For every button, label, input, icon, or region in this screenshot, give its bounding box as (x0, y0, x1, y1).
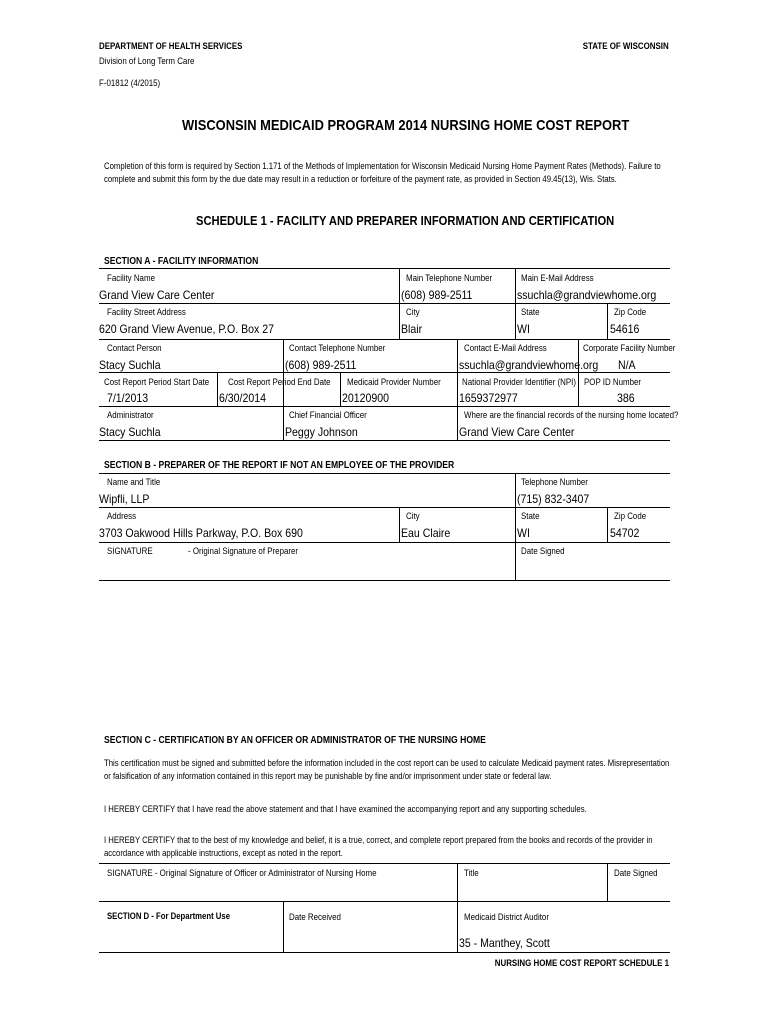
officer-signature-field[interactable] (104, 882, 452, 899)
main-email-value[interactable]: ssuchla@grandviewhome.org (517, 288, 657, 302)
zip-value[interactable]: 54616 (610, 322, 640, 336)
administrator-value[interactable]: Stacy Suchla (99, 425, 161, 439)
footer-label: NURSING HOME COST REPORT SCHEDULE 1 (494, 958, 669, 968)
contact-person-value[interactable]: Stacy Suchla (99, 358, 161, 372)
zip-label: Zip Code (614, 307, 647, 317)
officer-title-label: Title (464, 868, 479, 878)
preparer-zip-value[interactable]: 54702 (610, 526, 640, 540)
preparer-address-label: Address (107, 511, 137, 521)
preparer-signature-field[interactable] (160, 560, 510, 578)
pop-id-label: POP ID Number (584, 377, 642, 387)
main-email-label: Main E-Mail Address (521, 273, 594, 283)
preparer-state-label: State (521, 511, 540, 521)
street-value[interactable]: 620 Grand View Avenue, P.O. Box 27 (99, 322, 274, 336)
period-end-label: Cost Report Period End Date (228, 377, 331, 387)
date-received-label: Date Received (289, 912, 341, 922)
contact-person-label: Contact Person (107, 343, 162, 353)
state-name: STATE OF WISCONSIN (583, 41, 669, 51)
preparer-signature-note: - Original Signature of Preparer (188, 546, 299, 556)
page-title: WISCONSIN MEDICAID PROGRAM 2014 NURSING HOME COST REPORT (182, 117, 630, 134)
preparer-name-value[interactable]: Wipfli, LLP (99, 492, 150, 506)
section-a-heading: SECTION A - FACILITY INFORMATION (104, 256, 259, 267)
preparer-signature-label: SIGNATURE (107, 546, 153, 556)
contact-phone-value[interactable]: (608) 989-2511 (285, 358, 357, 372)
facility-name-value[interactable]: Grand View Care Center (99, 288, 215, 302)
contact-phone-label: Contact Telephone Number (289, 343, 386, 353)
corp-facility-value[interactable]: N/A (618, 358, 636, 372)
officer-date-signed-label: Date Signed (614, 868, 658, 878)
main-phone-label: Main Telephone Number (406, 273, 493, 283)
section-d-heading: SECTION D - For Department Use (107, 911, 231, 921)
cfo-value[interactable]: Peggy Johnson (285, 425, 358, 439)
preparer-zip-label: Zip Code (614, 511, 647, 521)
medicaid-provider-value[interactable]: 20120900 (342, 391, 389, 405)
npi-label: National Provider Identifier (NPI) (462, 377, 577, 387)
district-auditor-label: Medicaid District Auditor (464, 912, 549, 922)
period-start-value[interactable]: 7/1/2013 (107, 391, 149, 405)
medicaid-provider-label: Medicaid Provider Number (347, 377, 441, 387)
form-number: F-01812 (4/2015) (99, 78, 161, 88)
state-value[interactable]: WI (517, 322, 530, 336)
corp-facility-label: Corporate Facility Number (583, 343, 676, 353)
section-b-heading: SECTION B - PREPARER OF THE REPORT IF NOT AN EMPLOYEE OF THE PROVIDER (104, 460, 455, 471)
schedule-title: SCHEDULE 1 - FACILITY AND PREPARER INFORMATION AND CERTIFICATION (196, 213, 615, 228)
certification-statement: This certification must be signed and submitted before the information included in the cost report can be used to calculate Medicaid payment rates. Misrepresentation or falsification of any information contained in this report may be punishable by fine and/or imprisonment under state or federal law. (104, 758, 670, 781)
preparer-state-value[interactable]: WI (517, 526, 530, 540)
officer-signature-label: SIGNATURE - Original Signature of Officer or Administrator of Nursing Home (107, 868, 377, 878)
preparer-city-value[interactable]: Eau Claire (401, 526, 451, 540)
period-start-label: Cost Report Period Start Date (104, 377, 210, 387)
contact-email-value[interactable]: ssuchla@grandviewhome.org (459, 358, 599, 372)
preparer-address-value[interactable]: 3703 Oakwood Hills Parkway, P.O. Box 690 (99, 526, 303, 540)
preparer-date-signed-label: Date Signed (521, 546, 565, 556)
city-value[interactable]: Blair (401, 322, 423, 336)
main-phone-value[interactable]: (608) 989-2511 (401, 288, 473, 302)
administrator-label: Administrator (107, 410, 154, 420)
officer-date-signed-field[interactable] (612, 882, 668, 899)
street-label: Facility Street Address (107, 307, 186, 317)
facility-name-label: Facility Name (107, 273, 155, 283)
preparer-name-label: Name and Title (107, 477, 161, 487)
cfo-label: Chief Financial Officer (289, 410, 367, 420)
contact-email-label: Contact E-Mail Address (464, 343, 547, 353)
intro-text: Completion of this form is required by Section 1.171 of the Methods of Implementation for Wisconsin Medicaid Nursing Home Payment Rates (Methods). Failure to complete and submit this form by the due date may result in a reduction or forfeiture of the payment rate, as provided in Section 49.45(13), Wis. Stats. (104, 161, 661, 184)
officer-title-field[interactable] (462, 882, 602, 899)
preparer-city-label: City (406, 511, 420, 521)
certify-true-statement: I HEREBY CERTIFY that to the best of my knowledge and belief, it is a true, correct, and complete report prepared from the books and records of the provider in accordance with applicable instructions, except as noted in the report. (104, 835, 653, 858)
district-auditor-value[interactable]: 35 - Manthey, Scott (459, 936, 550, 950)
department-name: DEPARTMENT OF HEALTH SERVICES (99, 41, 243, 51)
period-end-value[interactable]: 6/30/2014 (219, 391, 266, 405)
pop-id-value[interactable]: 386 (617, 391, 635, 405)
records-location-value[interactable]: Grand View Care Center (459, 425, 575, 439)
division-name: Division of Long Term Care (99, 56, 195, 66)
npi-value[interactable]: 1659372977 (459, 391, 518, 405)
preparer-phone-label: Telephone Number (521, 477, 588, 487)
section-c-heading: SECTION C - CERTIFICATION BY AN OFFICER OR ADMINISTRATOR OF THE NURSING HOME (104, 735, 486, 746)
certify-read-statement: I HEREBY CERTIFY that I have read the above statement and that I have examined the accompanying report and any supporting schedules. (104, 804, 587, 814)
preparer-phone-value[interactable]: (715) 832-3407 (517, 492, 590, 506)
state-label: State (521, 307, 540, 317)
records-location-label: Where are the financial records of the nursing home located? (464, 410, 679, 420)
city-label: City (406, 307, 420, 317)
preparer-date-signed-field[interactable] (517, 560, 667, 578)
